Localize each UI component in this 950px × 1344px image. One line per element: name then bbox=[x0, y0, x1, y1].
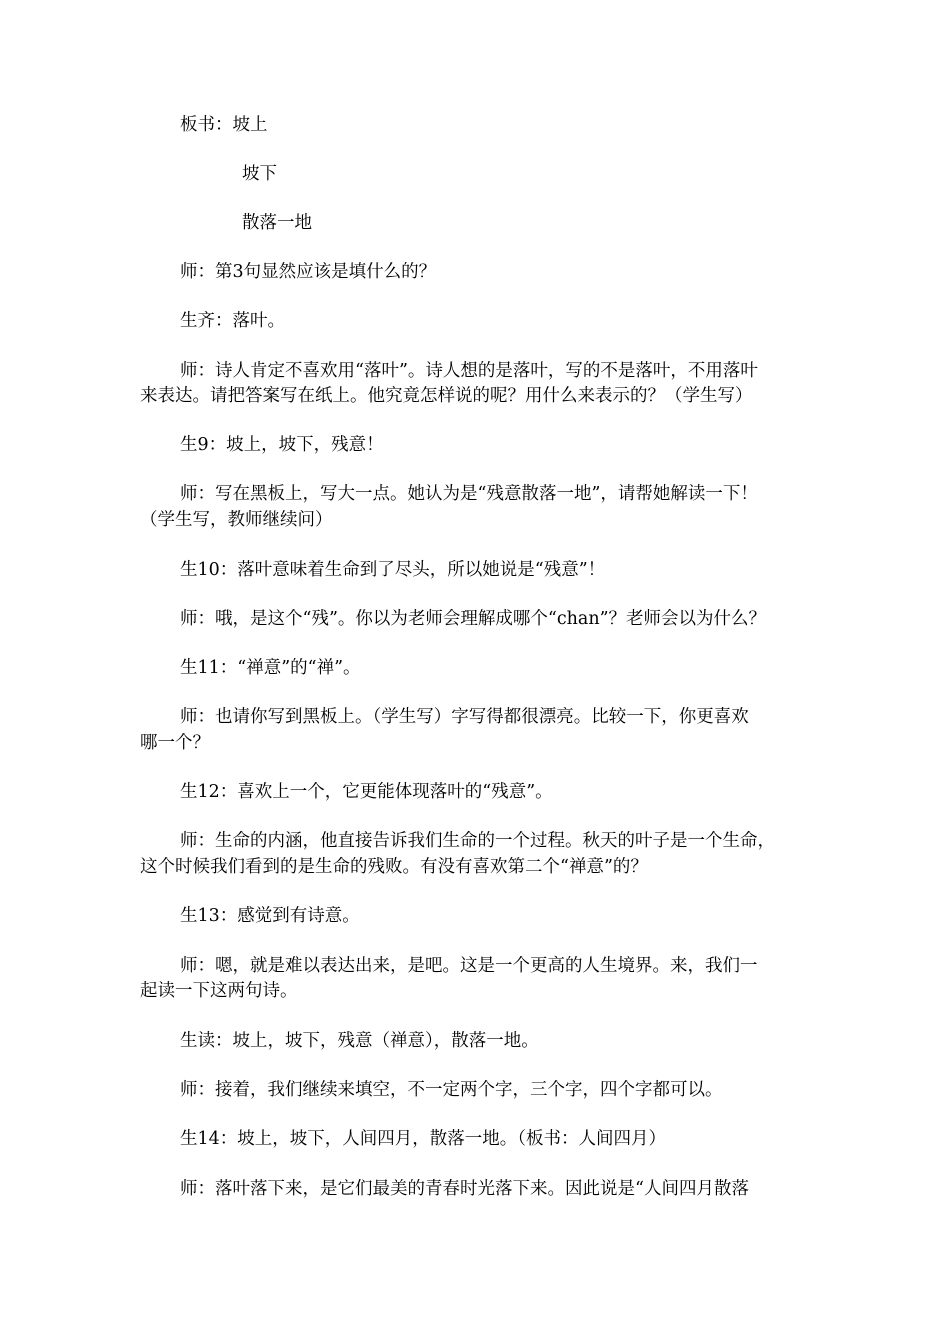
text-line-4: 师：第3句显然应该是填什么的？ bbox=[180, 262, 437, 282]
text-line-8: 生9：坡上，坡下，残意！ bbox=[180, 435, 384, 455]
text-line-20: 师：嗯，就是难以表达出来，是吧。这是一个更高的人生境界。来，我们一 bbox=[180, 956, 758, 976]
text-line-22: 生读：坡上，坡下，残意（禅意），散落一地。 bbox=[180, 1031, 539, 1051]
text-line-19: 生13：感觉到有诗意。 bbox=[180, 906, 360, 926]
text-line-1: 板书：坡上 bbox=[180, 115, 268, 135]
text-line-25: 师：落叶落下来，是它们最美的青春时光落下来。因此说是“人间四月散落 bbox=[180, 1179, 749, 1199]
text-line-3: 散落一地 bbox=[242, 213, 312, 233]
text-line-10: （学生写，教师继续问） bbox=[140, 510, 333, 530]
text-line-6: 师：诗人肯定不喜欢用“落叶”。诗人想的是落叶，写的不是落叶，不用落叶 bbox=[180, 361, 758, 381]
text-line-11: 生10：落叶意味着生命到了尽头，所以她说是“残意”！ bbox=[180, 560, 606, 580]
text-line-15: 哪一个？ bbox=[140, 733, 210, 753]
text-line-24: 生14：坡上，坡下，人间四月，散落一地。（板书：人间四月） bbox=[180, 1129, 667, 1149]
text-line-23: 师：接着，我们继续来填空，不一定两个字，三个字，四个字都可以。 bbox=[180, 1080, 723, 1100]
text-line-12: 师：哦，是这个“残”。你以为老师会理解成哪个“chan”？老师会以为什么？ bbox=[180, 609, 767, 629]
text-line-2: 坡下 bbox=[242, 164, 277, 184]
text-line-17: 师：生命的内涵，他直接告诉我们生命的一个过程。秋天的叶子是一个生命， bbox=[180, 831, 775, 851]
text-line-9: 师：写在黑板上，写大一点。她认为是“残意散落一地”，请帮她解读一下！ bbox=[180, 484, 758, 504]
text-line-14: 师：也请你写到黑板上。（学生写）字写得都很漂亮。比较一下，你更喜欢 bbox=[180, 707, 749, 727]
text-line-21: 起读一下这两句诗。 bbox=[140, 981, 298, 1001]
text-line-13: 生11：“禅意”的“禅”。 bbox=[180, 658, 361, 678]
text-line-7: 来表达。请把答案写在纸上。他究竟怎样说的呢？用什么来表示的？（学生写） bbox=[140, 386, 753, 406]
text-line-18: 这个时候我们看到的是生命的残败。有没有喜欢第二个“禅意”的？ bbox=[140, 857, 648, 877]
text-line-16: 生12：喜欢上一个，它更能体现落叶的“残意”。 bbox=[180, 782, 553, 802]
text-line-5: 生齐：落叶。 bbox=[180, 311, 285, 331]
